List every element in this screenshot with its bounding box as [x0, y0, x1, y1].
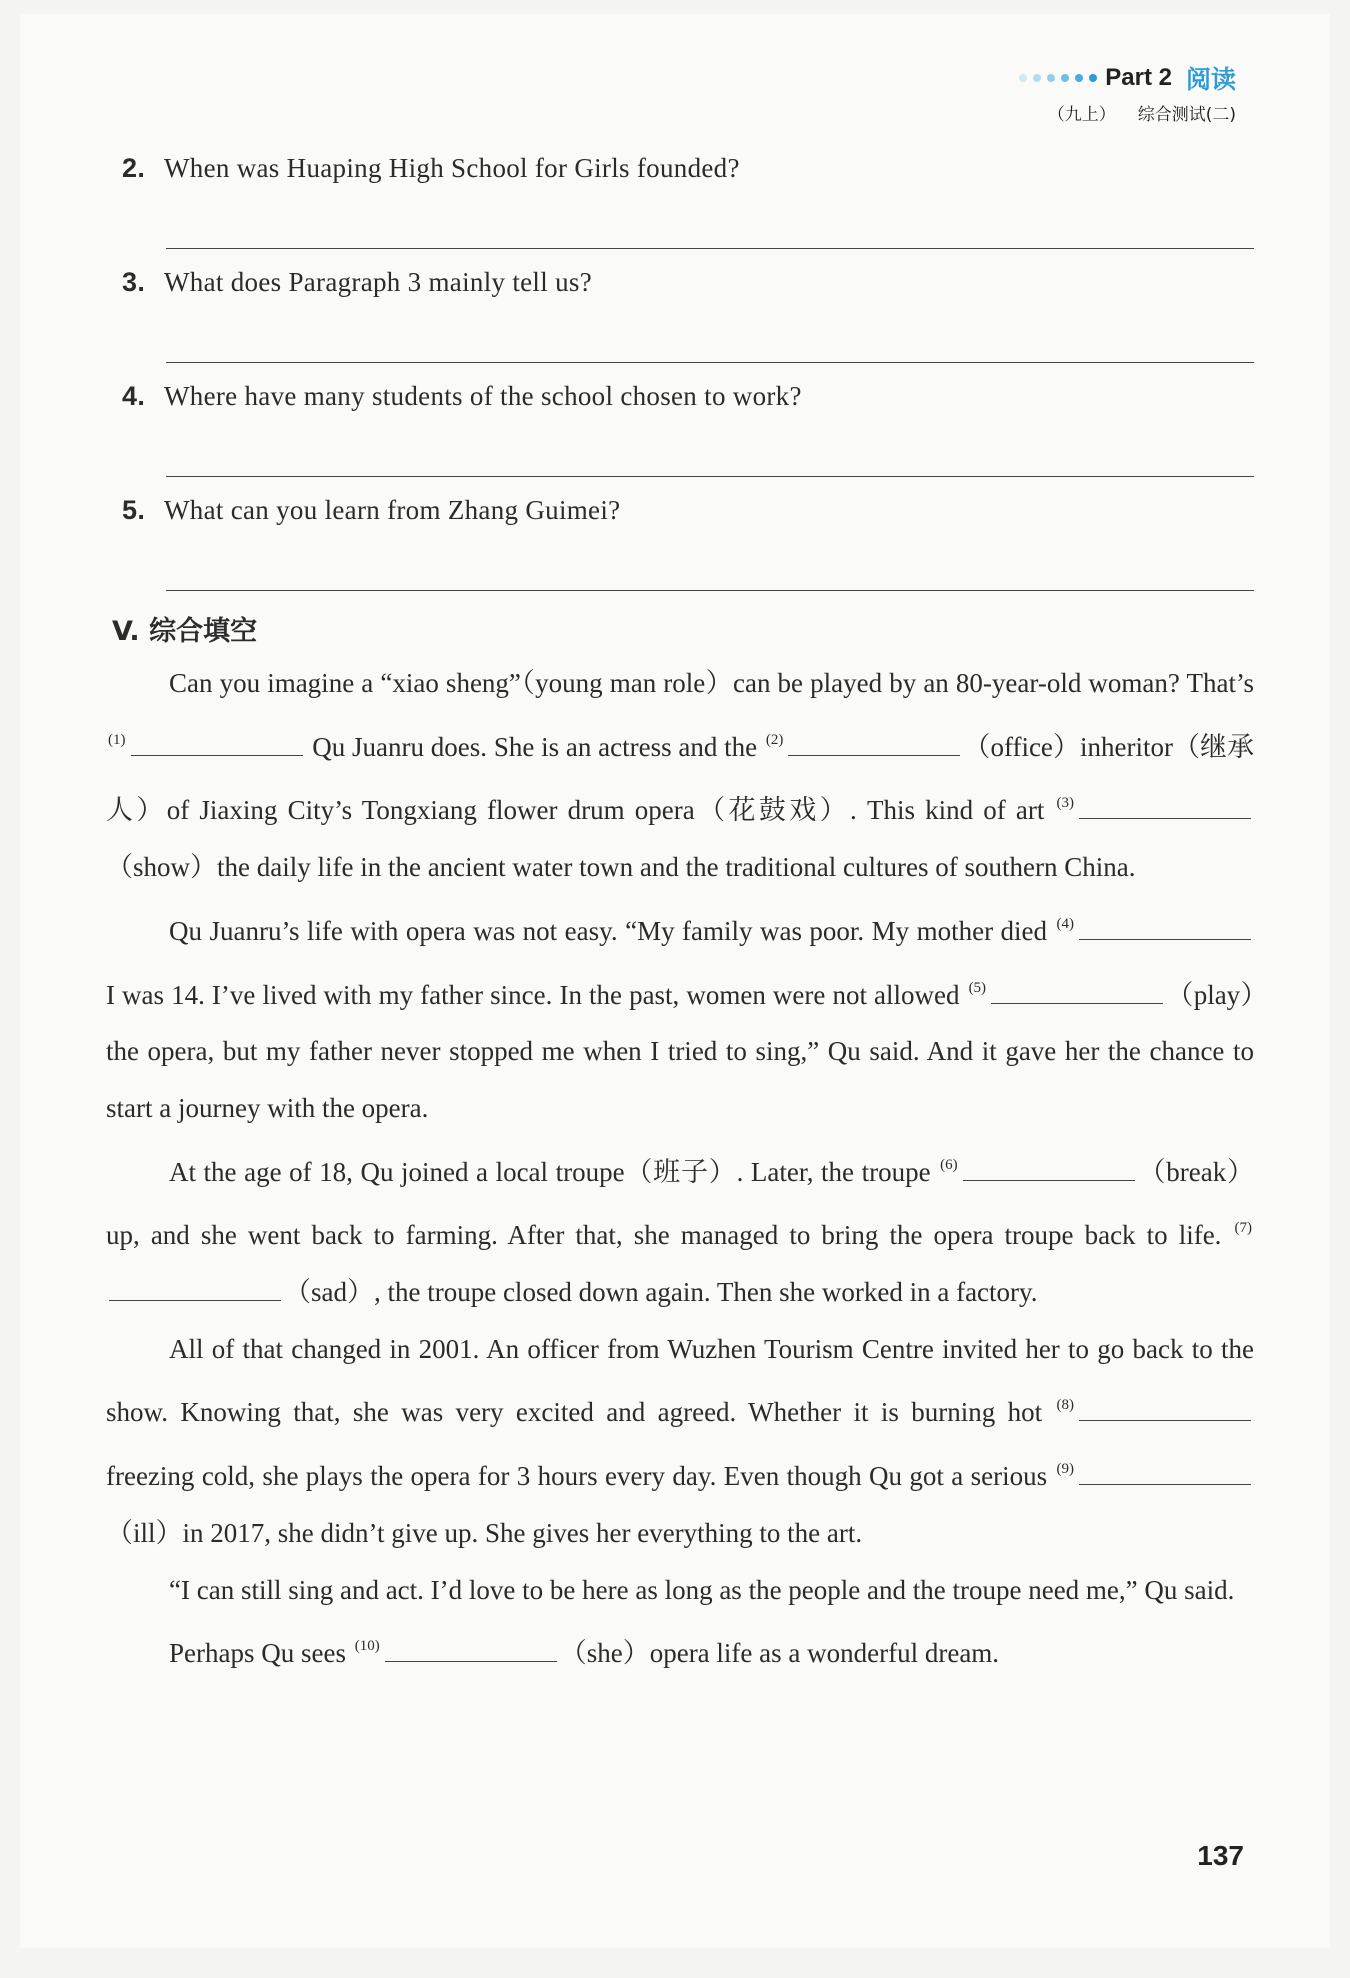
passage-text: freezing cold, she plays the opera for 3 hours every day. Even though Qu got a serious: [106, 1461, 1048, 1492]
paragraph-1: [106, 655, 1254, 896]
paragraph-2: [106, 896, 1254, 1137]
decorative-dots: [1019, 74, 1097, 82]
question-number: 2.: [122, 153, 146, 183]
blank-2[interactable]: [788, 731, 960, 756]
question-text: Where have many students of the school chosen to work?: [164, 381, 802, 411]
passage-text: At the age of 18, Qu joined a local troupe（班子）. Later, the troupe: [169, 1156, 931, 1187]
passage-text: Can you imagine a “xiao sheng”（young man role）can be played by an 80-year-old woman? That’s: [169, 668, 1254, 698]
blank-number: (4): [1056, 915, 1075, 932]
answer-line-3[interactable]: [166, 362, 1254, 363]
passage-text: Perhaps Qu sees: [169, 1638, 346, 1669]
passage-text: Qu Juanru does. She is an actress and the: [312, 731, 758, 762]
blank-number: (10): [354, 1638, 380, 1655]
blank-3[interactable]: [1079, 794, 1251, 819]
question-text: What can you learn from Zhang Guimei?: [164, 495, 621, 525]
blank-number: (1): [108, 731, 126, 748]
blank-6[interactable]: [963, 1156, 1135, 1181]
question-2: [122, 153, 1254, 184]
paragraph-5: [106, 1562, 1254, 1619]
section-title: V. 综合填空: [112, 616, 258, 647]
paragraph-3: [106, 1137, 1254, 1321]
passage-text: “I can still sing and act. I’d love to be here as long as the people and the troupe need me,” Qu said.: [169, 1574, 1235, 1605]
blank-number: (2): [765, 731, 784, 748]
dot-icon: [1047, 74, 1055, 82]
blank-number: (9): [1056, 1461, 1074, 1478]
blank-number: (3): [1056, 795, 1075, 812]
section-label: 阅读: [1185, 65, 1236, 94]
paragraph-4: [106, 1321, 1254, 1562]
passage-text: Qu Juanru’s life with opera was not easy. “My family was poor. My mother died: [169, 915, 1048, 946]
question-3: [122, 267, 1254, 298]
passage-text: （she）opera life as a wonderful dream.: [559, 1638, 1000, 1669]
blank-number: (7): [1234, 1220, 1253, 1237]
grade-label: （九上）: [1047, 105, 1116, 125]
dot-icon: [1019, 74, 1027, 82]
blank-number: (5): [968, 979, 987, 996]
passage-text: （sad）, the troupe closed down again. Then she worked in a factory.: [284, 1277, 1038, 1308]
answer-line-4[interactable]: [166, 476, 1254, 477]
blank-8[interactable]: [1079, 1396, 1251, 1421]
test-label: 综合测试(二): [1137, 105, 1236, 125]
dot-icon: [1089, 74, 1097, 82]
blank-1[interactable]: [131, 731, 303, 756]
blank-10[interactable]: [385, 1637, 557, 1662]
dot-icon: [1033, 74, 1041, 82]
blank-number: (6): [940, 1156, 958, 1173]
dot-icon: [1061, 74, 1069, 82]
question-4: [122, 381, 1254, 412]
question-text: When was Huaping High School for Girls founded?: [164, 153, 740, 183]
page-number: 137: [1197, 1840, 1244, 1871]
paragraph-6: [106, 1618, 1254, 1682]
question-number: 4.: [122, 381, 146, 411]
passage-text: All of that changed in 2001. An officer from Wuzhen Tourism Centre invited her to go back to the show. Knowing that, she was very excited and agreed. Whether it is burning hot: [106, 1333, 1254, 1428]
question-number: 5.: [122, 495, 146, 525]
answer-line-5[interactable]: [166, 590, 1254, 591]
part-label: Part 2: [1105, 64, 1172, 91]
question-text: What does Paragraph 3 mainly tell us?: [164, 267, 592, 297]
answer-line-2[interactable]: [166, 248, 1254, 249]
workbook-page: [20, 14, 1330, 1948]
question-5: [122, 495, 1254, 526]
blank-7[interactable]: [109, 1276, 281, 1301]
blank-9[interactable]: [1079, 1460, 1251, 1485]
question-number: 3.: [122, 267, 146, 297]
passage-text: （play）the opera, but my father never stopped me when I tried to sing,” Qu said. And it gave her the chance to start a journey with the opera.: [106, 979, 1254, 1123]
page-header: [1019, 60, 1236, 125]
dot-icon: [1075, 74, 1083, 82]
passage-text: （office）inheritor（继承人）of Jiaxing City’s Tongxiang flower drum opera（花鼓戏）. This kind of art: [106, 731, 1255, 826]
blank-5[interactable]: [991, 979, 1163, 1004]
cloze-passage: [106, 655, 1254, 1682]
passage-text: （ill）in 2017, she didn’t give up. She gives her everything to the art.: [106, 1517, 863, 1548]
blank-4[interactable]: [1079, 915, 1251, 940]
passage-text: （break）up, and she went back to farming. After that, she managed to bring the opera troupe back to life.: [106, 1156, 1255, 1251]
passage-text: （show）the daily life in the ancient water town and the traditional cultures of southern China.: [106, 852, 1136, 883]
passage-text: I was 14. I’ve lived with my father since. In the past, women were not allowed: [106, 979, 960, 1010]
blank-number: (8): [1056, 1397, 1074, 1414]
